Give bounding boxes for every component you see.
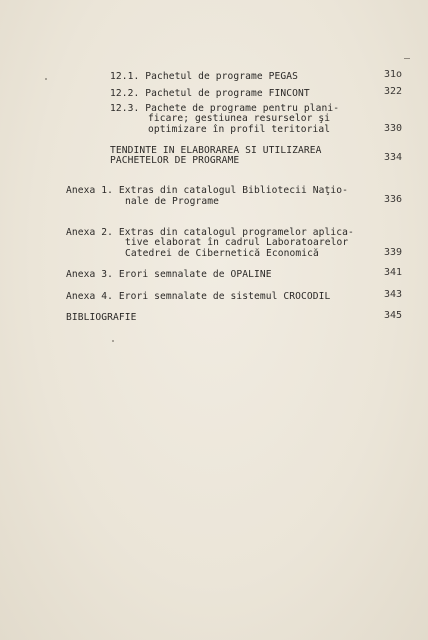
toc-entry-12-3-line-2: ficare; gestiunea resurselor şi bbox=[148, 113, 331, 124]
toc-entry-tendinte-line-1: TENDINTE IN ELABORAREA SI UTILIZAREA bbox=[110, 145, 322, 156]
toc-entry-anexa-1-line-2: nale de Programe bbox=[125, 196, 220, 207]
toc-page-anexa-1: 336 bbox=[384, 194, 403, 205]
toc-entry-12-1: 12.1. Pachetul de programe PEGAS bbox=[110, 71, 299, 82]
toc-page-tendinte: 334 bbox=[384, 152, 403, 163]
toc-entry-anexa-2-line-3: Catedrei de Cibernetică Economică bbox=[125, 248, 319, 259]
toc-entry-anexa-2-line-2: tive elaborat în cadrul Laboratoarelor bbox=[125, 237, 349, 248]
toc-entry-anexa-1-line-1: Anexa 1. Extras din catalogul Bibliotecii Naţio- bbox=[66, 185, 349, 196]
toc-entry-12-3-line-3: optimizare în profil teritorial bbox=[148, 124, 331, 135]
toc-entry-12-2: 12.2. Pachetul de programe FINCONT bbox=[110, 88, 310, 99]
toc-entry-tendinte-line-2: PACHETELOR DE PROGRAME bbox=[110, 155, 240, 166]
toc-entry-bibliografie: BIBLIOGRAFIE bbox=[66, 312, 137, 323]
toc-page-anexa-4: 343 bbox=[384, 289, 403, 300]
paper-speck bbox=[45, 78, 47, 80]
toc-entry-anexa-3: Anexa 3. Erori semnalate de OPALINE bbox=[66, 269, 272, 280]
paper-speck bbox=[112, 340, 114, 342]
toc-page-anexa-2: 339 bbox=[384, 247, 403, 258]
toc-page-12-1: 31o bbox=[384, 69, 403, 80]
toc-page-bibliografie: 345 bbox=[384, 310, 403, 321]
toc-entry-anexa-2-line-1: Anexa 2. Extras din catalogul programelor aplica- bbox=[66, 227, 354, 238]
toc-entry-12-3-line-1: 12.3. Pachete de programe pentru plani- bbox=[110, 103, 340, 114]
toc-page-12-3: 330 bbox=[384, 123, 403, 134]
toc-entry-anexa-4: Anexa 4. Erori semnalate de sistemul CROCODIL bbox=[66, 291, 331, 302]
paper-speck bbox=[404, 58, 410, 59]
toc-page-12-2: 322 bbox=[384, 86, 403, 97]
toc-page-anexa-3: 341 bbox=[384, 267, 403, 278]
